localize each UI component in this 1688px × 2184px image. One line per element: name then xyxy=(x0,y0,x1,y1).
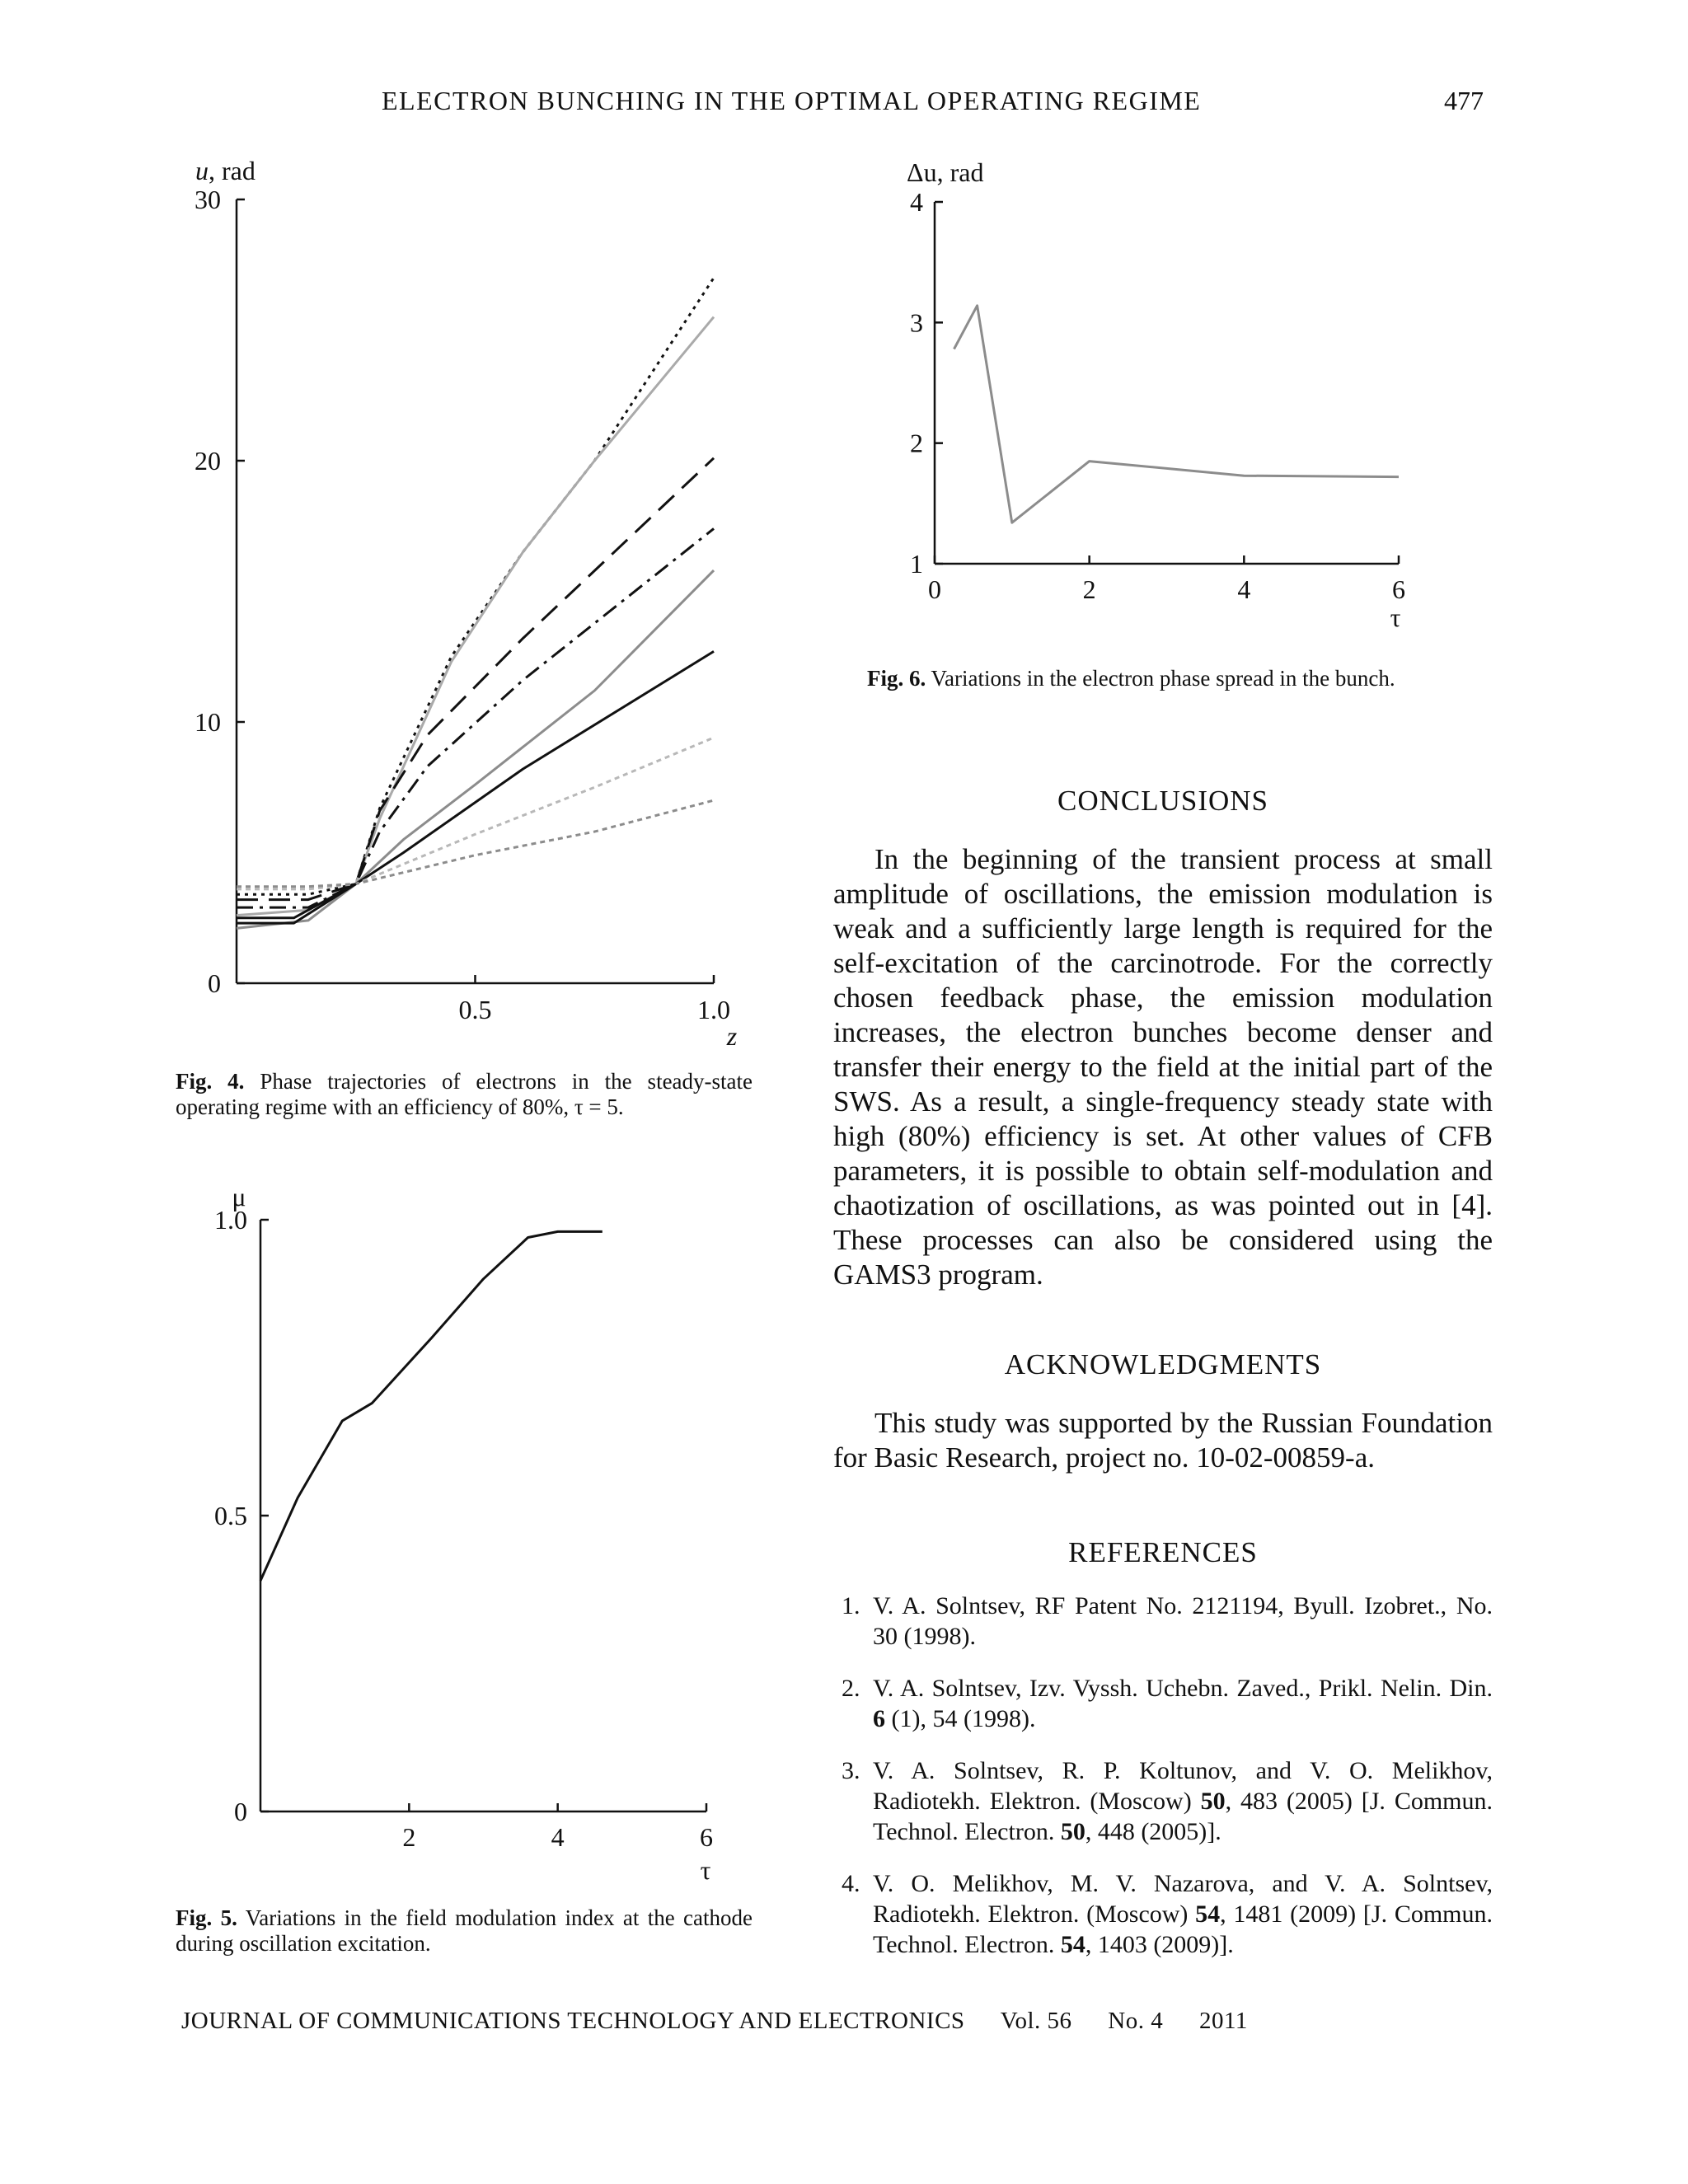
fig6-xtick-label: 0 xyxy=(928,574,941,604)
footer-number: No. 4 xyxy=(1108,2008,1164,2034)
fig4-ytick-label: 30 xyxy=(195,185,221,214)
references-list xyxy=(833,1591,1493,1981)
figure-4-caption xyxy=(176,1069,753,1120)
fig6-xtick-label: 2 xyxy=(1082,574,1096,604)
fig6-caption-text: Variations in the electron phase spread in the bunch. xyxy=(931,666,1395,691)
reference-number: 2. xyxy=(842,1675,860,1702)
fig6-ytick-label: 4 xyxy=(910,187,923,217)
reference-item: 1. V. A. Solntsev, RF Patent No. 2121194, Byull. Izobret., No. 30 (1998). xyxy=(842,1592,1493,1650)
fig5-caption-label: Fig. 5. xyxy=(176,1905,237,1930)
journal-footer xyxy=(181,2008,1278,2035)
fig4-caption-text: Phase trajectories of electrons in the steady-state operating regime with an efficiency of 80%, τ = 5. xyxy=(176,1069,753,1119)
fig5-series-line-1 xyxy=(260,1231,603,1581)
fig6-series-line-1 xyxy=(954,306,1400,523)
fig4-xlabel: z xyxy=(726,1021,738,1051)
fig5-xtick-label: 6 xyxy=(700,1822,713,1852)
fig6-xlabel: τ xyxy=(1390,602,1401,632)
fig6-xtick-label: 4 xyxy=(1237,574,1251,604)
fig5-caption-text: Variations in the field modulation index at the cathode during oscillation excitation. xyxy=(176,1905,753,1956)
acknowledgments-heading: ACKNOWLEDGMENTS xyxy=(1004,1348,1322,1380)
fig4-xtick-label: 0.5 xyxy=(458,995,492,1024)
reference-item: 3. V. A. Solntsev, R. P. Koltunov, and V. O. Melikhov, Radiotekh. Elektron. (Moscow) 50, 483 (2005) [J. Commun. Technol. Electron. 50, 448 (2005)]. xyxy=(842,1757,1493,1845)
figure-6-chart xyxy=(890,148,1426,643)
conclusions-text: In the beginning of the transient process at small amplitude of oscillations, the emission modulation is weak and a sufficiently large length is required for the self-excitation of the carcinotrode. For the correctly chosen feedback phase, the emission modulation increases, the electron bunches become denser and transfer their energy to the field at the initial part of the SWS. As a result, a single-frequency steady state with high (80%) efficiency is set. At other values of CFB parameters, it is possible to obtain self-modulation and chaotization of oscillations, as was pointed out in [4]. These processes can also be considered using the GAMS3 program. xyxy=(833,843,1493,1291)
fig5-xlabel: τ xyxy=(700,1855,711,1885)
reference-item: 2. V. A. Solntsev, Izv. Vyssh. Uchebn. Zaved., Prikl. Nelin. Din. 6 (1), 54 (1998). xyxy=(842,1675,1493,1732)
fig5-ylabel: μ xyxy=(232,1182,246,1212)
figure-5-caption xyxy=(176,1905,753,1957)
footer-volume: Vol. 56 xyxy=(1000,2008,1072,2034)
conclusions-heading: CONCLUSIONS xyxy=(1057,785,1269,817)
fig6-ytick-label: 2 xyxy=(910,428,923,458)
fig5-xtick-label: 2 xyxy=(402,1822,416,1852)
fig5-ytick-label: 1.0 xyxy=(214,1205,247,1235)
running-title: ELECTRON BUNCHING IN THE OPTIMAL OPERATING REGIME xyxy=(382,86,1202,115)
fig4-ytick-label: 10 xyxy=(195,707,221,737)
fig4-ylabel: u, rad xyxy=(195,156,256,185)
footer-journal: JOURNAL OF COMMUNICATIONS TECHNOLOGY AND ELECTRONICS xyxy=(181,2008,965,2034)
figure-6-caption xyxy=(867,666,1526,691)
fig4-ytick-label: 20 xyxy=(195,446,221,476)
fig4-series-line-2 xyxy=(237,317,714,916)
fig6-ytick-label: 1 xyxy=(910,549,923,579)
figure-5-chart xyxy=(181,1170,775,1896)
fig4-ytick-label: 0 xyxy=(208,968,221,998)
fig4-caption-label: Fig. 4. xyxy=(176,1069,245,1094)
fig6-caption-label: Fig. 6. xyxy=(867,666,926,691)
reference-number: 1. xyxy=(842,1592,860,1619)
fig6-ylabel: Δu, rad xyxy=(907,157,984,187)
running-header xyxy=(0,86,1688,127)
fig5-ytick-label: 0.5 xyxy=(214,1501,247,1530)
acknowledgments-text: This study was supported by the Russian Foundation for Basic Research, project no. 10-02-00859-a. xyxy=(833,1407,1493,1474)
references-heading: REFERENCES xyxy=(1068,1536,1258,1568)
fig5-ytick-label: 0 xyxy=(234,1797,247,1826)
reference-number: 4. xyxy=(842,1870,860,1897)
fig4-series-line-8 xyxy=(237,800,714,887)
figure-4-chart xyxy=(165,148,791,1071)
fig5-xtick-label: 4 xyxy=(551,1822,565,1852)
fig6-xtick-label: 6 xyxy=(1392,574,1405,604)
fig4-series-line-7 xyxy=(237,738,714,889)
reference-item: 4. V. O. Melikhov, M. V. Nazarova, and V. A. Solntsev, Radiotekh. Elektron. (Moscow) 54, 1481 (2009) [J. Commun. Technol. Electron. 54, 1403 (2009)]. xyxy=(842,1870,1493,1958)
footer-year: 2011 xyxy=(1199,2008,1248,2034)
reference-number: 3. xyxy=(842,1757,860,1784)
page-number: 477 xyxy=(1444,86,1484,115)
fig4-xtick-label: 1.0 xyxy=(697,995,730,1024)
fig4-series-line-4 xyxy=(237,528,714,907)
fig6-ytick-label: 3 xyxy=(910,307,923,338)
